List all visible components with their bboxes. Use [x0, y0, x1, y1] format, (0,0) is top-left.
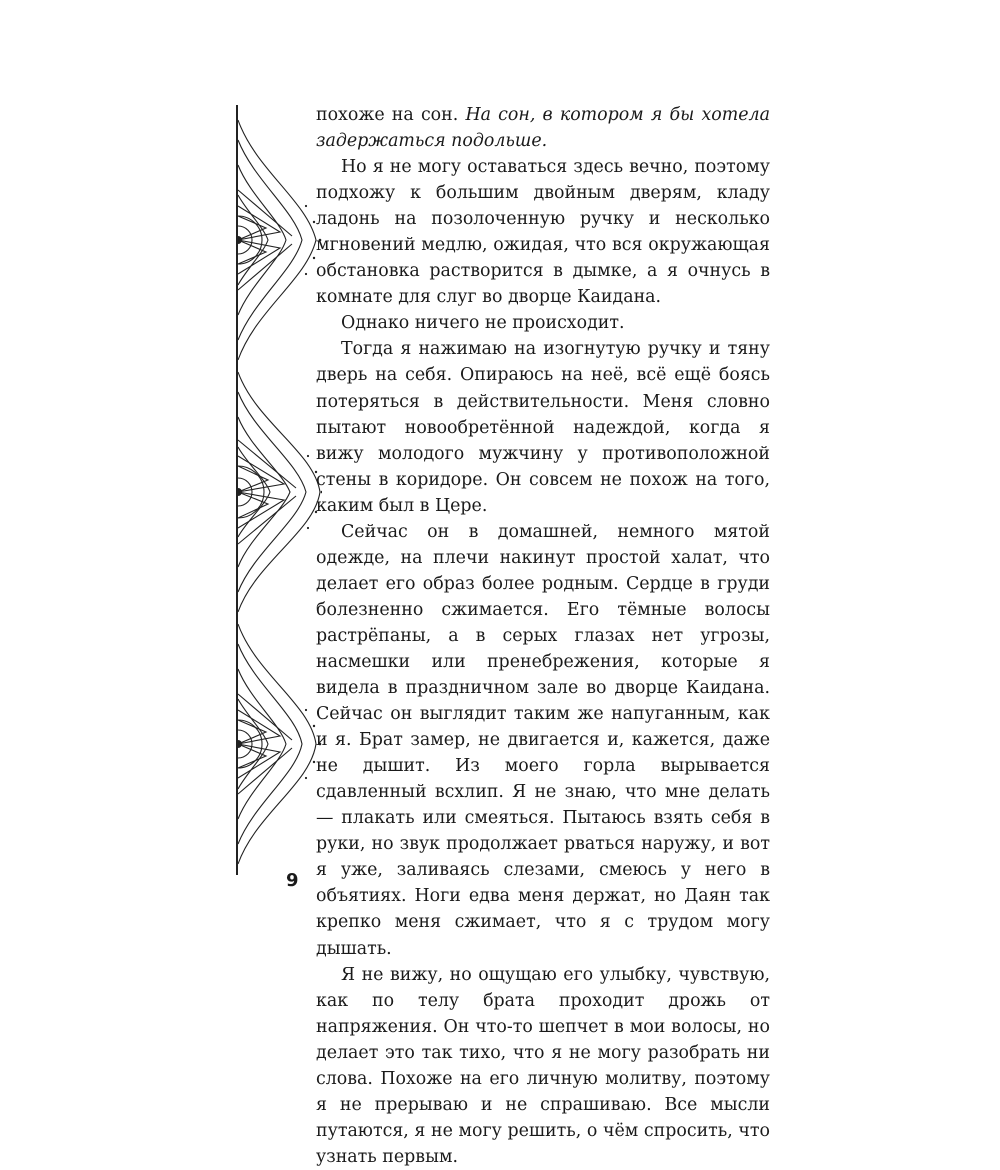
paragraph-2: Но я не могу оставаться здесь вечно, поэтому подхожу к большим двойным дверям, кладу ладонь на позолоченную ручку и несколько мгновений медлю, ожидая, что вся окружающая обстановка растворится в дымке, а я очнусь в комнате для слуг во дворце Каидана. — [316, 157, 770, 308]
paragraph-3: Однако ничего не происходит. — [341, 313, 625, 334]
paragraph-1-text: похоже на сон. — [316, 105, 466, 125]
mandala-middle-icon — [236, 372, 320, 612]
body-text — [316, 102, 770, 1170]
page-number: 9 — [286, 870, 299, 891]
paragraph-6: Я не вижу, но ощущаю его улыбку, чувствую, как по телу брата проходит дрожь от напряжения. Он что-то шепчет в мои волосы, но делает это так тихо, что я не могу разобрать ни слова. Похоже на его личную молитву, поэтому я не прерываю и не спрашиваю. Все мысли путаются, я не могу решить, о чём спросить, что узнать первым. — [316, 964, 770, 1167]
mandala-ornament-column — [236, 110, 322, 870]
mandala-ornament-icon — [236, 110, 322, 870]
paragraph-1 — [316, 102, 770, 154]
paragraph-4: Тогда я нажимаю на изогнутую ручку и тяну дверь на себя. Опираюсь на неё, всё ещё боясь потеряться в действительности. Меня словно пытают новообретённой надеждой, когда я вижу молодого мужчину у противоположной стены в коридоре. Он совсем не похож на того, каким был в Цере. — [316, 339, 770, 516]
mandala-bottom-icon — [236, 624, 316, 864]
paragraph-5: Сейчас он в домашней, немного мятой одежде, на плечи накинут простой халат, что делает его образ более родным. Сердце в груди болезненно сжимается. Его тёмные волосы растрёпаны, а в серых глазах нет угрозы, насмешки или пренебрежения, которые я видела в праздничном зале во дворце Каидана. Сейчас он выглядит таким же напуганным, как и я. Брат замер, не двигается и, кажется, даже не дышит. Из моего горла вырывается сдавленный всхлип. Я не знаю, что мне делать — плакать или смеяться. Пытаюсь взять себя в руки, но звук продолжает рваться наружу, и вот я уже, заливаясь слезами, смеюсь у него в объятиях. Ноги едва меня держат, но Даян так крепко меня сжимает, что я с трудом могу дышать. — [316, 521, 770, 959]
paragraph-1-italic: На сон, в котором я бы хотела задержаться подольше. — [316, 105, 770, 152]
mandala-top-icon — [236, 120, 316, 360]
